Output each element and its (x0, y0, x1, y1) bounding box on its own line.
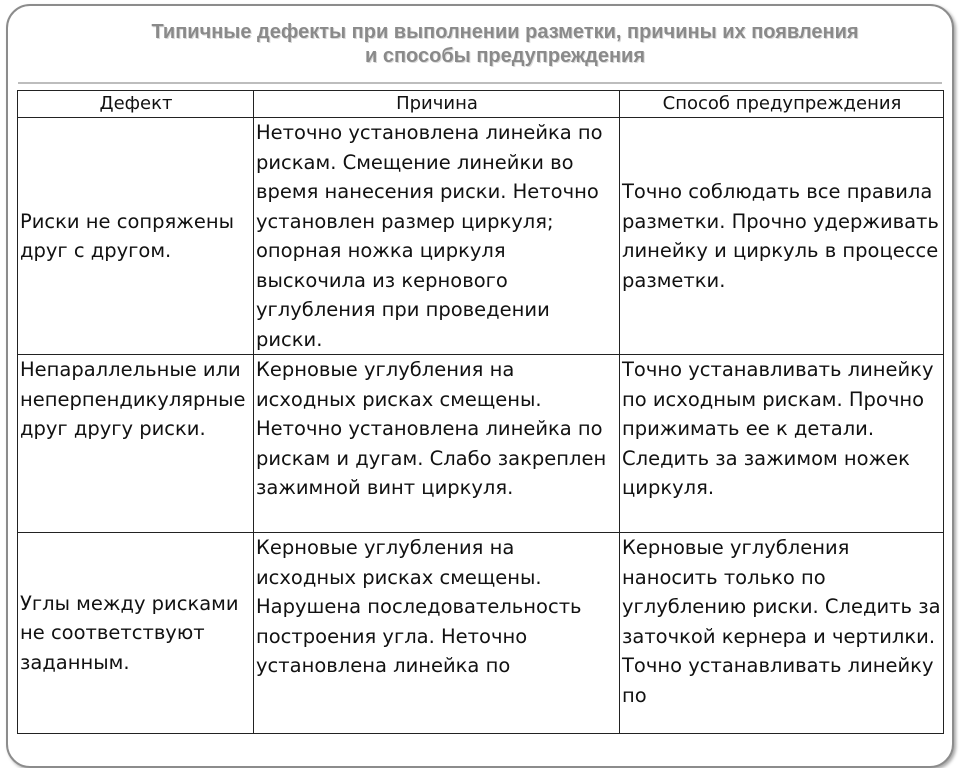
cause-cell: Керновые углубления на исходных рисках смещены. Неточно установлена линейка по рискам и дугам. Слабо закреплен зажимной винт циркуля. (254, 355, 620, 533)
cause-cell: Керновые углубления на исходных рисках смещены. Нарушена последовательность построения угла. Неточно установлена линейка по (254, 533, 620, 734)
defect-cell: Углы между рисками не соответствуют заданным. (18, 533, 254, 734)
prevention-cell: Керновые углубления наносить только по углублению риски. Следить за заточкой кернера и чертилки. Точно устанавливать линейку по (620, 533, 944, 734)
table-row (18, 355, 944, 533)
table-header-row (18, 91, 944, 118)
cause-cell: Неточно установлена линейка по рискам. Смещение линейки во время нанесения риски. Неточно установлен размер циркуля; опорная ножка циркуля выскочила из кернового углубления при проведении риски. (254, 118, 620, 355)
defect-cell: Непараллельные или неперпендикулярные друг другу риски. (18, 355, 254, 533)
header-prevention: Способ предупреждения (620, 91, 944, 118)
slide-title (80, 20, 930, 68)
header-defect: Дефект (18, 91, 254, 118)
defects-table (17, 90, 944, 734)
title-line-1: Типичные дефекты при выполнении разметки, причины их появления (151, 21, 859, 43)
title-line-2: и способы предупреждения (364, 45, 646, 67)
title-divider (18, 82, 942, 84)
prevention-cell: Точно соблюдать все правила разметки. Прочно удерживать линейку и циркуль в процессе разметки. (620, 118, 944, 355)
header-cause: Причина (254, 91, 620, 118)
table-row (18, 533, 944, 734)
defect-cell: Риски не сопряжены друг с другом. (18, 118, 254, 355)
prevention-cell: Точно устанавливать линейку по исходным рискам. Прочно прижимать ее к детали. Следить за зажимом ножек циркуля. (620, 355, 944, 533)
table-row (18, 118, 944, 355)
